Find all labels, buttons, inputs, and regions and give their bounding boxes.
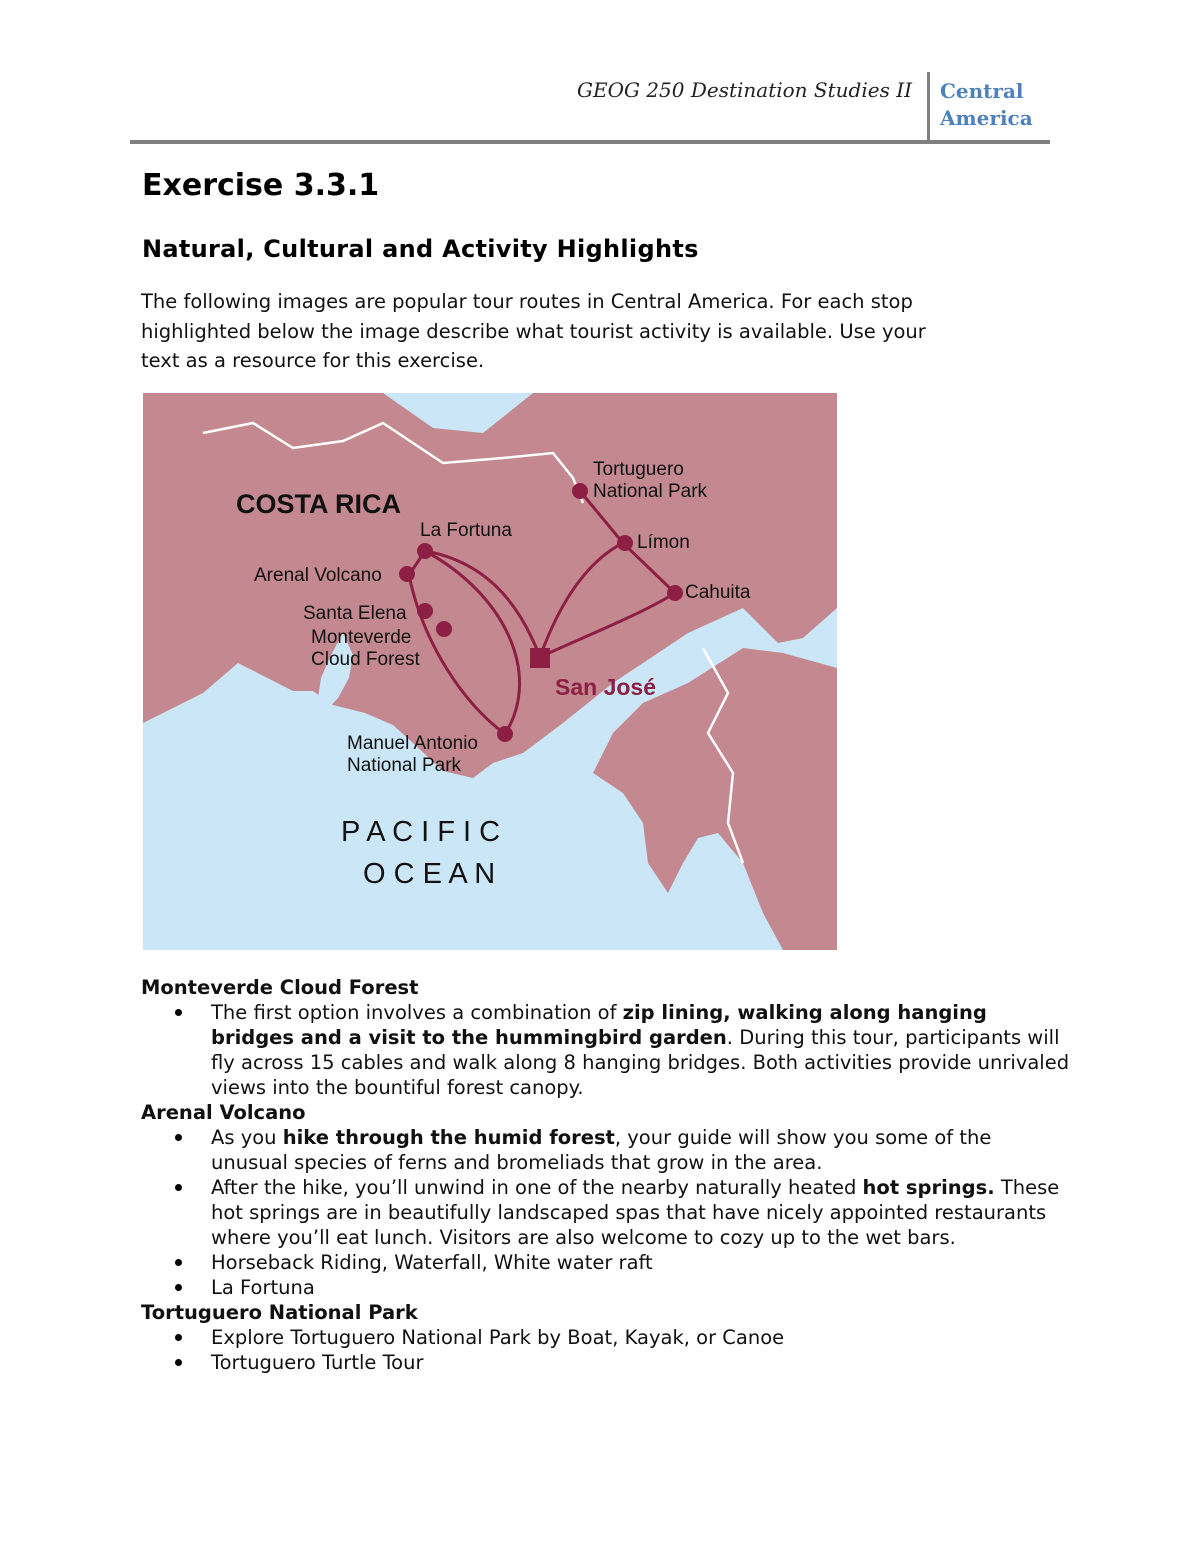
course-topic-line2: America	[940, 106, 1033, 130]
label-ocean-1: P A C I F I C	[341, 816, 501, 848]
arenal-b4-text: La Fortuna	[211, 1276, 315, 1299]
arenal-b2-text: After the hike, you’ll unwind in one of the nearby naturally heated	[211, 1176, 863, 1199]
label-monteverde-2: Cloud Forest	[311, 649, 420, 670]
list-arenal	[141, 1125, 1071, 1300]
stop-san-jose	[530, 648, 550, 668]
list-item	[141, 1325, 1071, 1350]
arenal-b3-text: Horseback Riding, Waterfall, White water raft	[211, 1251, 653, 1274]
label-arenal: Arenal Volcano	[254, 565, 382, 586]
arenal-b2-text-end: These hot springs are in beautifully landscaped spas that have nicely appointed restaurants where you’ll eat lunch. Visitors are also welcome to cozy up to the wet bars.	[211, 1176, 1060, 1249]
label-manuel-1: Manuel Antonio	[347, 733, 478, 754]
arenal-b1-text: As you	[211, 1126, 283, 1149]
intro-paragraph	[141, 287, 1051, 376]
bullet-icon	[175, 1334, 182, 1341]
section-heading-arenal: Arenal Volcano	[141, 1101, 306, 1124]
course-topic-line1: Central	[940, 79, 1024, 103]
highlights-content	[141, 975, 1071, 1375]
label-tortuguero-2: National Park	[593, 481, 708, 502]
course-topic	[940, 78, 1060, 132]
monteverde-b1-bold: zip lining, walking along hanging bridges and a visit to the hummingbird garden	[211, 1001, 987, 1049]
bullet-icon	[175, 1359, 182, 1366]
course-title: GEOG 250 Destination Studies II	[577, 78, 912, 102]
exercise-title: Exercise 3.3.1	[142, 168, 380, 203]
list-item	[141, 1275, 1071, 1300]
bullet-icon	[175, 1009, 182, 1016]
costa-rica-tour-map	[143, 393, 837, 950]
arenal-b1-bold: hike through the humid forest	[282, 1126, 615, 1149]
list-tortuguero	[141, 1325, 1071, 1375]
label-san-jose: San José	[555, 674, 656, 700]
label-cahuita: Cahuita	[685, 582, 751, 603]
label-la-fortuna: La Fortuna	[420, 520, 512, 541]
header-divider	[927, 72, 930, 142]
section-heading-tortuguero: Tortuguero National Park	[141, 1301, 418, 1324]
arenal-b2-bold: hot springs.	[862, 1176, 995, 1199]
tortuguero-b1-text: Explore Tortuguero National Park by Boat, Kayak, or Canoe	[211, 1326, 785, 1349]
bullet-icon	[175, 1284, 182, 1291]
stop-limon	[617, 535, 633, 551]
arenal-b1-text-end: , your guide will show you some of the unusual species of ferns and bromeliads that grow in the area.	[211, 1126, 992, 1174]
stop-santa-elena	[417, 603, 433, 619]
header-rule	[130, 140, 1050, 144]
stop-la-fortuna	[417, 543, 433, 559]
stop-monteverde	[436, 621, 452, 637]
label-country: COSTA RICA	[236, 489, 401, 519]
label-tortuguero-1: Tortuguero	[593, 459, 684, 480]
list-item	[141, 1125, 1071, 1175]
list-item	[141, 1000, 1071, 1100]
stop-manuel-antonio	[497, 726, 513, 742]
bullet-icon	[175, 1134, 182, 1141]
stop-tortuguero	[572, 483, 588, 499]
monteverde-b1-text: The first option involves a combination of	[211, 1001, 623, 1024]
intro-line-3: text as a resource for this exercise.	[141, 349, 485, 372]
stop-cahuita	[667, 585, 683, 601]
exercise-subtitle: Natural, Cultural and Activity Highlights	[142, 235, 699, 263]
section-heading-monteverde: Monteverde Cloud Forest	[141, 976, 419, 999]
label-monteverde-1: Monteverde	[311, 627, 412, 648]
label-manuel-2: National Park	[347, 755, 462, 776]
bullet-icon	[175, 1184, 182, 1191]
label-limon: Límon	[637, 532, 690, 553]
intro-line-1: The following images are popular tour routes in Central America. For each stop	[141, 290, 913, 313]
monteverde-b1-text-end: . During this tour, participants will fly across 15 cables and walk along 8 hanging bridges. Both activities provide unrivaled views into the bountiful forest canopy.	[211, 1026, 1070, 1099]
stop-arenal	[399, 566, 415, 582]
list-item	[141, 1175, 1071, 1250]
list-item	[141, 1250, 1071, 1275]
tortuguero-b2-text: Tortuguero Turtle Tour	[211, 1351, 424, 1374]
list-item	[141, 1350, 1071, 1375]
label-santa-elena: Santa Elena	[303, 603, 407, 624]
bullet-icon	[175, 1259, 182, 1266]
label-ocean-2: O C E A N	[363, 858, 496, 890]
intro-line-2: highlighted below the image describe what tourist activity is available. Use your	[141, 319, 926, 343]
list-monteverde	[141, 1000, 1071, 1100]
